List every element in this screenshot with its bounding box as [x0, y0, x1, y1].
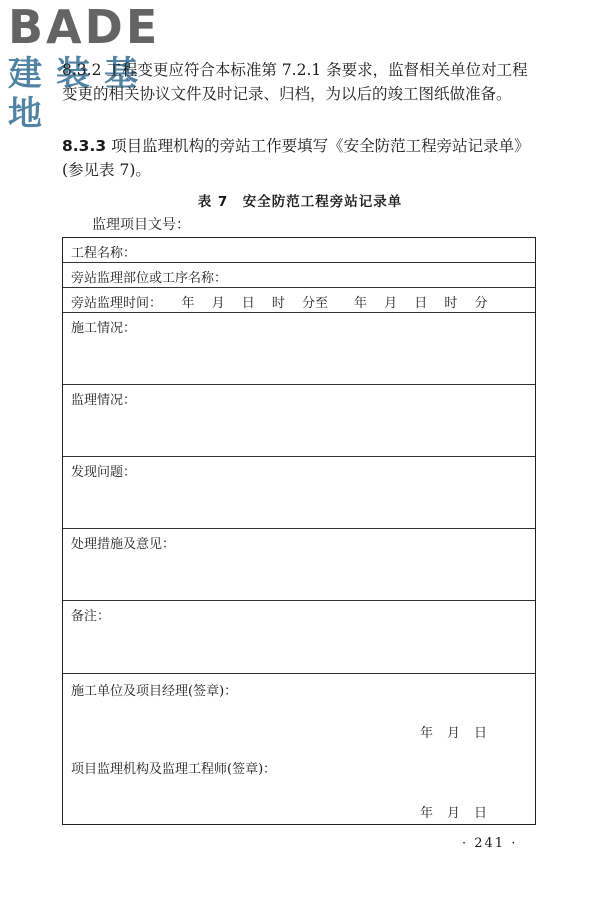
- contractor-sign-date: 年月日: [419, 726, 501, 741]
- logo-main-text: BADE: [8, 0, 161, 54]
- row-construction: [63, 312, 535, 385]
- measures-label: 处理措施及意见：: [71, 537, 176, 552]
- remarks-label: 备注：: [71, 609, 111, 624]
- row-remarks: [63, 600, 535, 674]
- paragraph-8-3-2: 8.3.2 工程变更应符合本标准第 7.2.1 条要求，监督相关单位对工程变更的相关协议文件及时记录、归档，为以后的竣工图纸做准备。: [62, 61, 528, 103]
- row-part-name: [63, 262, 535, 288]
- table-caption: 表 7 安全防范工程旁站记录单: [197, 194, 403, 210]
- part-name-label: 旁站监理部位或工序名称：: [71, 271, 228, 286]
- clause-number: 8.3.3: [62, 137, 107, 155]
- clause-text: 项目监理机构的旁站工作要填写《安全防范工程旁站记录单》(参见表 7)。: [62, 137, 530, 179]
- row-project-name: [63, 238, 535, 262]
- row-issues: [63, 456, 535, 529]
- logo-sub-text: 建装基地: [8, 54, 152, 134]
- contractor-sign-label: 施工单位及项目经理(签章)：: [71, 684, 238, 699]
- issues-label: 发现问题：: [71, 465, 137, 480]
- row-supervision: [63, 384, 535, 457]
- paragraph-8-3-3: [62, 134, 542, 182]
- supervision-label: 监理情况：: [71, 393, 137, 408]
- supervisor-sign-date: 年月日: [419, 806, 501, 821]
- row-signatures: [63, 673, 535, 825]
- supervisor-sign-label: 项目监理机构及监理工程师(签章)：: [71, 762, 277, 777]
- time-label: 旁站监理时间： 年 月 日 时 分至 年 月 日 时 分: [71, 296, 488, 311]
- construction-label: 施工情况：: [71, 321, 137, 336]
- doc-number-label: 监理项目文号：: [92, 217, 190, 233]
- project-name-label: 工程名称：: [71, 246, 137, 261]
- page-number: · 241 ·: [462, 836, 518, 851]
- record-form-table: [62, 237, 536, 825]
- row-time: [63, 287, 535, 313]
- row-measures: [63, 528, 535, 601]
